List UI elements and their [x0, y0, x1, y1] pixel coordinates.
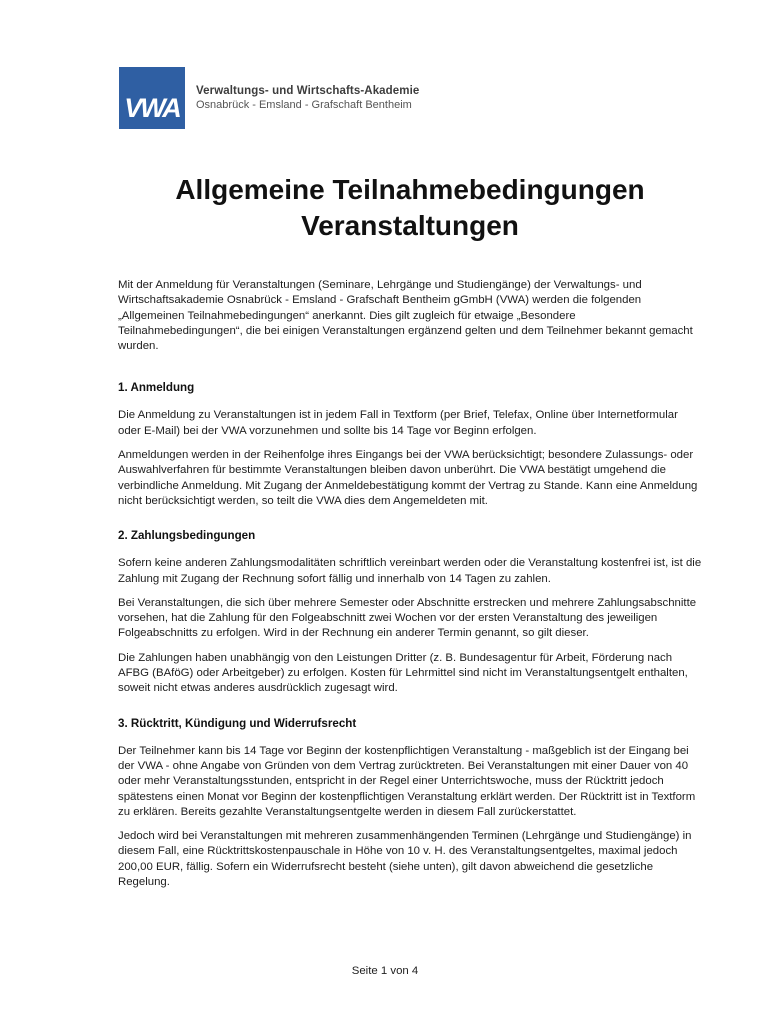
title-line-1: Allgemeine Teilnahmebedingungen — [175, 174, 645, 205]
logo-text — [196, 84, 419, 112]
section-heading-zahlungsbedingungen: 2. Zahlungsbedingungen — [118, 529, 256, 543]
section-heading-ruecktritt: 3. Rücktritt, Kündigung und Widerrufsrecht — [118, 716, 357, 730]
header — [119, 66, 419, 130]
intro-paragraph: Mit der Anmeldung für Veranstaltungen (Seminare, Lehrgänge und Studiengänge) der Verwaltungs- und Wirtschaftsakademie Osnabrück - Emsland - Grafschaft Bentheim gGmbH (VWA) werden die folgenden „Allgemeinen Teilnahmebedingungen“ anerkannt. Dies gilt zugleich für etwaige „Besondere Teilnahmebedingungen“, die bei einigen Veranstaltungen ergänzend gelten und dem Teilnehmer bekannt gemacht wurden. — [118, 279, 693, 353]
section-paragraph: Jedoch wird bei Veranstaltungen mit mehreren zusammenhängenden Terminen (Lehrgänge und Studiengänge) in diesem Fall, eine Rücktrittskostenpauschale in Höhe von 10 v. H. des Veranstaltungsentgeltes, maximal jedoch 200,00 EUR, fällig. Sofern ein Widerrufsrecht besteht (siehe unten), gilt davon abweichend die gesetzliche Regelung. — [118, 830, 692, 889]
vwa-logo — [119, 67, 185, 129]
title-line-2: Veranstaltungen — [301, 210, 519, 241]
document-title — [60, 172, 760, 244]
section-paragraph: Bei Veranstaltungen, die sich über mehrere Semester oder Abschnitte erstrecken und mehrere Zahlungsabschnitte vorsehen, hat die Zahlung für den Folgeabschnitt zwei Wochen vor der ersten Veranstaltung des jeweiligen Folgeabschnitts zu erfolgen. Wird in der Rechnung ein anderer Termin genannt, so gilt dieser. — [118, 596, 697, 640]
section-paragraph: Anmeldungen werden in der Reihenfolge ihres Eingangs bei der VWA berücksichtigt; besondere Zulassungs- oder Auswahlverfahren für bestimmte Veranstaltungen bleiben davon unberührt. Die VWA bestätigt umgehend die verbindliche Anmeldung. Mit Zugang der Anmeldebestätigung kommt der Vertrag zu Stande. Kann eine Anmeldung nicht berücksichtigt werden, so teilt die VWA dies dem Angemeldeten mit. — [118, 449, 698, 507]
section-paragraph: Die Zahlungen haben unabhängig von den Leistungen Dritter (z. B. Bundesagentur für Arbeit, Förderung nach AFBG (BAföG) oder Arbeitgeber) zu erfolgen. Kosten für Lehrmittel sind nicht im Veranstaltungsentgelt enthalten, soweit nicht etwas anderes ausdrücklich zugesagt wird. — [118, 651, 688, 695]
section-paragraph: Sofern keine anderen Zahlungsmodalitäten schriftlich vereinbart werden oder die Veranstaltung kostenfrei ist, ist die Zahlung mit Zugang der Rechnung sofort fällig und innerhalb von 14 Tagen zu zahlen. — [118, 557, 702, 585]
section-paragraph: Der Teilnehmer kann bis 14 Tage vor Beginn der kostenpflichtigen Veranstaltung - maßgeblich ist der Eingang bei der VWA - ohne Angabe von Gründen von dem Vertrag zurücktreten. Bei Veranstaltungen mit einer Dauer von 40 oder mehr Veranstaltungsstunden, entspricht in der Regel einer Unterrichtswoche, muss der Rücktritt jedoch spätestens einen Monat vor Beginn der kostenpflichtigen Veranstaltung erklärt werden. Der Rücktritt ist in Textform zu erklären. Bereits gezahlte Veranstaltungsentgelte werden in diesem Fall zurückerstattet. — [118, 744, 696, 818]
section-heading-anmeldung: 1. Anmeldung — [118, 381, 195, 395]
org-region: Osnabrück - Emsland - Grafschaft Bentheim — [196, 99, 412, 111]
vwa-logo-mark — [119, 67, 185, 129]
document-body — [118, 278, 703, 899]
svg-text:VWA: VWA — [124, 93, 180, 123]
section-paragraph: Die Anmeldung zu Veranstaltungen ist in jedem Fall in Textform (per Brief, Telefax, Online über Internetformular oder E-Mail) bei der VWA vorzunehmen und sollte bis 14 Tage vor Beginn erfolgen. — [118, 409, 678, 437]
page-number: Seite 1 von 4 — [351, 965, 419, 977]
org-name: Verwaltungs- und Wirtschafts-Akademie — [196, 85, 420, 97]
